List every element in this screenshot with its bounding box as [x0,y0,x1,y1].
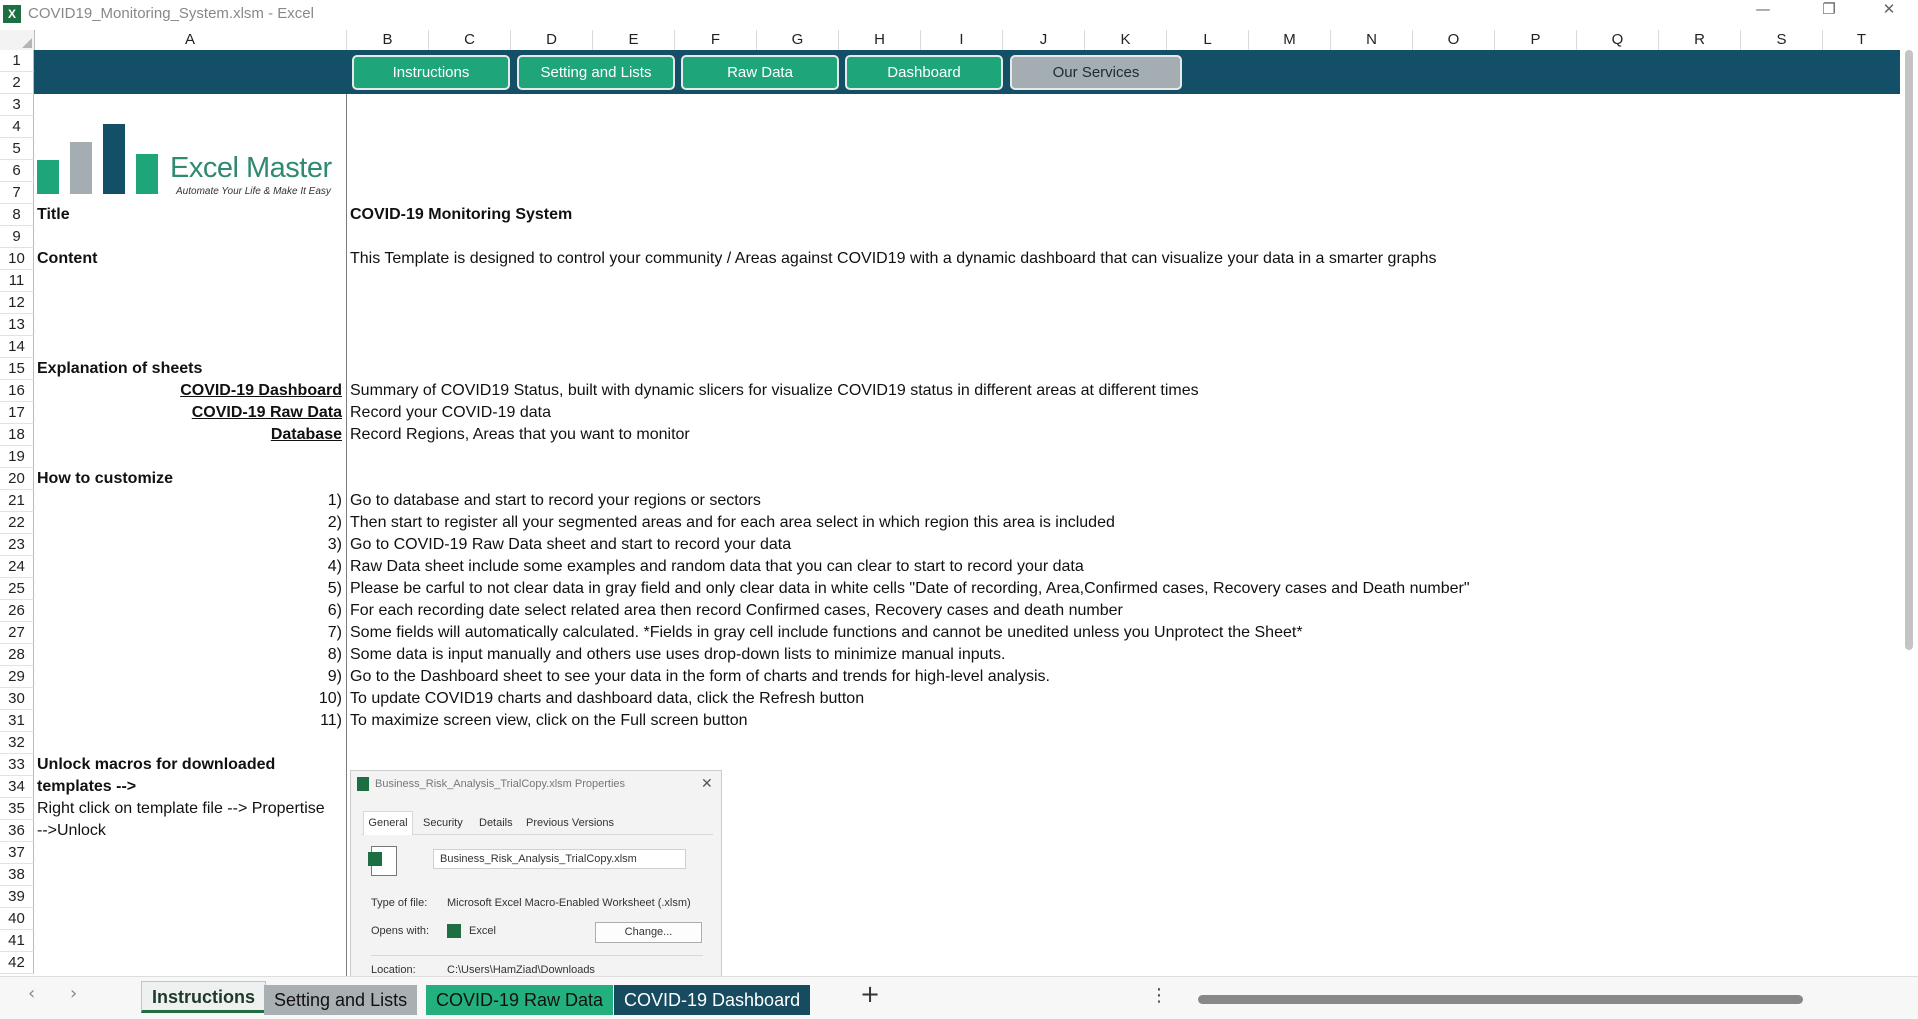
step-text: Then start to register all your segmented areas and for each area select in which region this area is included [350,514,1115,531]
row-header[interactable]: 37 [0,842,34,864]
properties-dialog-screenshot [350,770,722,980]
more-options-icon[interactable]: ⋮ [1150,985,1168,1006]
dashboard-sheet-link[interactable]: COVID-19 Dashboard [180,382,342,399]
row-header[interactable]: 20 [0,468,34,490]
step-number: 9) [327,668,342,685]
tab-covid19-dashboard[interactable]: COVID-19 Dashboard [614,985,810,1015]
row-header[interactable]: 4 [0,116,34,138]
tab-scroll-left-icon[interactable]: ‹ [28,983,36,1004]
column-header-g[interactable]: G [757,30,839,50]
column-header-c[interactable]: C [429,30,511,50]
row-header[interactable]: 30 [0,688,34,710]
unlock-instruction-2: -->Unlock [37,822,106,839]
close-button[interactable]: ✕ [1882,0,1896,18]
raw-data-sheet-link[interactable]: COVID-19 Raw Data [191,404,342,421]
logo-bar [37,160,59,194]
row-header[interactable]: 22 [0,512,34,534]
explanation-label: Explanation of sheets [37,360,203,377]
step-number: 2) [327,514,342,531]
row-header[interactable]: 9 [0,226,34,248]
excel-badge-icon [368,852,382,866]
step-number: 1) [327,492,342,509]
unlock-label: Unlock macros for downloaded [37,756,276,773]
dashboard-nav-button[interactable]: Dashboard [845,55,1003,90]
row-header[interactable]: 25 [0,578,34,600]
logo-name: Excel Master [170,152,332,184]
tab-instructions[interactable]: Instructions [141,981,266,1013]
column-header-b[interactable]: B [347,30,429,50]
row-header[interactable]: 42 [0,952,34,974]
column-header-a[interactable]: A [34,30,347,50]
tab-setting-and-lists[interactable]: Setting and Lists [264,985,417,1015]
dialog-separator [371,955,703,956]
minimize-button[interactable]: — [1755,0,1771,18]
nav-band [34,50,1900,94]
column-header-o[interactable]: O [1413,30,1495,50]
column-header-h[interactable]: H [839,30,921,50]
title-label: Title [37,206,70,223]
row-header[interactable]: 18 [0,424,34,446]
step-text: Go to database and start to record your regions or sectors [350,492,761,509]
row-header[interactable]: 38 [0,864,34,886]
column-header-n[interactable]: N [1331,30,1413,50]
database-sheet-link[interactable]: Database [270,426,342,443]
content-value: This Template is designed to control your community / Areas against COVID19 with a dynamic dashboard that can visualize your data in a smarter graphs [350,250,1437,267]
row-header[interactable]: 27 [0,622,34,644]
our-services-nav-button[interactable]: Our Services [1010,55,1182,90]
step-number: 6) [327,602,342,619]
tab-scroll-right-icon[interactable]: › [70,983,78,1004]
row-header[interactable]: 40 [0,908,34,930]
dialog-tab-details: Details [479,817,513,829]
settings-nav-button[interactable]: Setting and Lists [517,55,675,90]
logo-bar [70,142,92,194]
column-a-divider [346,94,347,976]
raw-data-nav-button[interactable]: Raw Data [681,55,839,90]
row-header[interactable]: 16 [0,380,34,402]
tab-covid19-raw-data[interactable]: COVID-19 Raw Data [426,985,613,1015]
step-text: Some data is input manually and others use uses drop-down lists to minimize manual inputs. [350,646,1006,663]
row-header[interactable]: 34 [0,776,34,798]
row-header[interactable]: 23 [0,534,34,556]
excel-master-logo [37,122,347,202]
row-header[interactable]: 19 [0,446,34,468]
content-label: Content [37,250,98,267]
row-header[interactable]: 15 [0,358,34,380]
logo-bar [136,154,158,194]
step-text: Raw Data sheet include some examples and random data that you can clear to start to record your data [350,558,1084,575]
raw-data-sheet-desc: Record your COVID-19 data [350,404,551,421]
change-button: Change... [595,922,702,943]
row-header[interactable]: 29 [0,666,34,688]
horizontal-scrollbar[interactable] [1180,993,1880,1005]
type-label: Type of file: [371,897,428,909]
column-header-q[interactable]: Q [1577,30,1659,50]
row-header[interactable]: 41 [0,930,34,952]
column-header-k[interactable]: K [1085,30,1167,50]
tab-separator [361,834,713,835]
row-header[interactable]: 28 [0,644,34,666]
opens-with-value: Excel [469,925,496,937]
add-sheet-button[interactable]: + [860,980,881,1008]
restore-button[interactable]: ❐ [1822,0,1836,18]
title-bar [0,0,1918,28]
unlock-label-2: templates --> [37,778,137,795]
excel-app-icon [447,924,461,938]
column-header-e[interactable]: E [593,30,675,50]
unlock-instruction: Right click on template file --> Propertise [37,800,325,817]
column-header-p[interactable]: P [1495,30,1577,50]
row-header[interactable]: 8 [0,204,34,226]
row-header[interactable]: 2 [0,72,34,94]
row-header[interactable]: 6 [0,160,34,182]
row-header[interactable]: 31 [0,710,34,732]
column-header-t[interactable]: T [1856,31,1867,48]
row-header[interactable]: 11 [0,270,34,292]
step-text: Go to the Dashboard sheet to see your data in the form of charts and trends for high-level analysis. [350,668,1050,685]
sheet-tab-bar [0,976,1918,1019]
location-value: C:\Users\HamZiad\Downloads [447,964,595,976]
column-header-r[interactable]: R [1659,30,1741,50]
row-header[interactable]: 32 [0,732,34,754]
row-header[interactable]: 1 [0,50,34,72]
customize-label: How to customize [37,470,174,487]
step-text: To maximize screen view, click on the Full screen button [350,712,748,729]
dashboard-sheet-desc: Summary of COVID19 Status, built with dynamic slicers for visualize COVID19 status in different areas at different times [350,382,1199,399]
row-header[interactable]: 3 [0,94,34,116]
column-header-l[interactable]: L [1167,30,1249,50]
row-header[interactable]: 24 [0,556,34,578]
database-sheet-desc: Record Regions, Areas that you want to monitor [350,426,690,443]
step-text: Go to COVID-19 Raw Data sheet and start to record your data [350,536,792,553]
excel-file-icon [357,777,369,791]
logo-bar [103,124,125,194]
step-number: 5) [327,580,342,597]
step-text: For each recording date select related area then record Confirmed cases, Recovery cases and death number [350,602,1123,619]
dialog-title: Business_Risk_Analysis_TrialCopy.xlsm Properties [375,778,626,790]
row-header[interactable]: 21 [0,490,34,512]
dialog-tab-previous-versions: Previous Versions [526,817,615,829]
file-name-field: Business_Risk_Analysis_TrialCopy.xlsm [433,849,686,869]
row-header[interactable]: 26 [0,600,34,622]
column-header-s[interactable]: S [1741,30,1823,50]
opens-with-label: Opens with: [371,925,430,937]
row-header[interactable]: 35 [0,798,34,820]
row-header[interactable]: 10 [0,248,34,270]
column-header-f[interactable]: F [675,30,757,50]
step-text: To update COVID19 charts and dashboard data, click the Refresh button [350,690,865,707]
column-header-m[interactable]: M [1249,30,1331,50]
row-header[interactable]: 7 [0,182,34,204]
column-header-d[interactable]: D [511,30,593,50]
step-number: 11) [320,712,342,729]
location-label: Location: [371,964,416,976]
sheet-area[interactable] [34,50,1900,976]
type-value: Microsoft Excel Macro-Enabled Worksheet (.xlsm) [447,897,691,909]
vertical-scroll-thumb[interactable] [1905,50,1913,650]
step-text: Some fields will automatically calculated. *Fields in gray cell include functions and cannot be unedited unless you Unprotect the Sheet* [350,624,1303,641]
step-number: 3) [327,536,342,553]
row-header[interactable]: 13 [0,314,34,336]
dialog-tab-general: General [363,811,413,835]
instructions-nav-button[interactable]: Instructions [352,55,510,90]
step-text: Please be carful to not clear data in gray field and only clear data in white cells "Date of recording, Area,Confirmed cases, Recovery cases and Death number" [350,580,1470,597]
vertical-scrollbar[interactable] [1900,30,1918,976]
step-number: 4) [327,558,342,575]
column-header-j[interactable]: J [1003,30,1085,50]
dialog-tab-security: Security [423,817,463,829]
step-number: 8) [327,646,342,663]
window-title: COVID19_Monitoring_System.xlsm - Excel [28,5,314,22]
row-header[interactable]: 33 [0,754,34,776]
horizontal-scroll-thumb[interactable] [1198,995,1803,1004]
row-header[interactable]: 36 [0,820,34,842]
select-all-corner[interactable] [0,30,35,50]
step-number: 7) [327,624,342,641]
row-header[interactable]: 17 [0,402,34,424]
logo-tagline: Automate Your Life & Make It Easy [176,186,331,197]
step-number: 10) [318,690,342,707]
column-headers [0,30,1900,51]
worksheet-grid[interactable] [0,30,1900,976]
row-header[interactable]: 14 [0,336,34,358]
excel-icon: X [3,5,21,23]
row-header[interactable]: 39 [0,886,34,908]
row-header[interactable]: 5 [0,138,34,160]
close-icon: ✕ [701,775,713,791]
title-value: COVID-19 Monitoring System [350,206,573,223]
column-header-i[interactable]: I [921,30,1003,50]
row-header[interactable]: 12 [0,292,34,314]
